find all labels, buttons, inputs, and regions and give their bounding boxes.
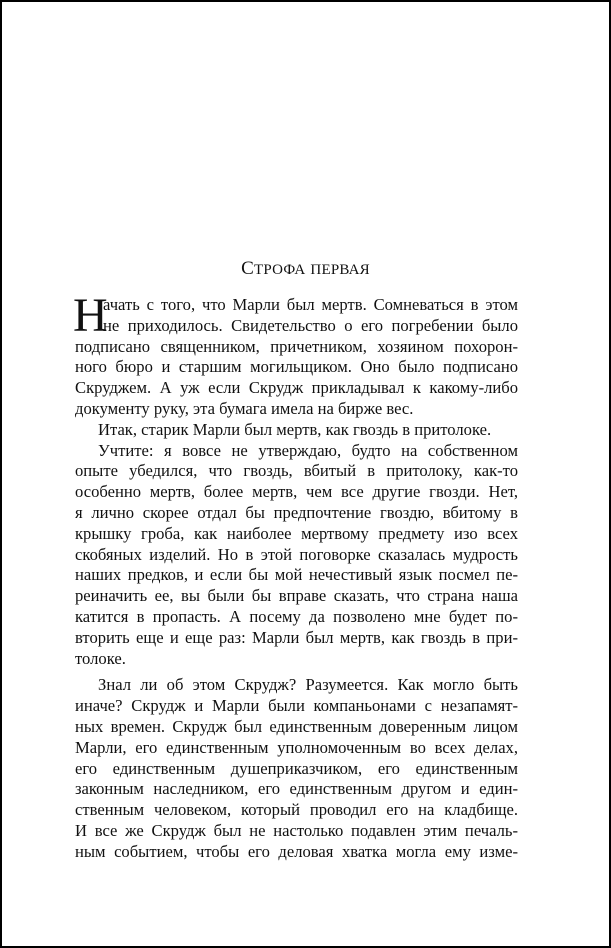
text-line: особенно мертв, более мертв, чем все другие гвозди. Нет, <box>75 482 518 502</box>
chapter-heading <box>2 258 609 281</box>
text-line: вторить еще и еще раз: Марли был мертв, как гвоздь в при- <box>75 627 518 647</box>
text-line: реиначить ее, вы были бы вправе сказать, что страна наша <box>75 586 518 606</box>
text-line: ных времен. Скрудж был единственным доверенным лицом <box>75 716 518 736</box>
text-line: наших предков, и если бы мой нечестивый язык посмел пе- <box>75 565 518 585</box>
text-line: И все же Скрудж был не настолько подавлен этим печаль- <box>75 820 518 840</box>
heading-rest-word1: ТРОФА <box>254 262 306 278</box>
paragraph-3 <box>75 441 518 670</box>
paragraph-2 <box>75 420 518 441</box>
text-line: Скруджем. А уж если Скрудж прикладывал к какому-либо <box>75 378 518 398</box>
text-line: иначе? Скрудж и Марли были компаньонами с незапамят- <box>75 696 518 716</box>
text-line: документу руку, эта бумага имела на бирже вес. <box>75 398 414 418</box>
text-line: Н ачать с того, что Марли был мертв. Сомневаться в этом <box>73 289 518 342</box>
text-line: ственным человеком, который проводил его на кладбище. <box>75 800 518 820</box>
text-line: Учтите: я вовсе не утверждаю, будто на собственном <box>98 440 518 460</box>
text-line: подписано священником, причетником, хозяином похорон- <box>75 336 518 356</box>
text-line: катится в пропасть. А посему да позволено мне будет по- <box>75 606 518 626</box>
paragraph-1 <box>73 289 518 420</box>
text-line: ным событием, чтобы его деловая хватка могла ему изме- <box>75 841 518 861</box>
text-line: крышку гроба, как наиболее мертвому предмету изо всех <box>75 523 518 543</box>
text-line: толоке. <box>75 648 126 668</box>
body-text <box>73 289 518 863</box>
text-line: ного бюро и старшим могильщиком. Оно было подписано <box>75 357 518 377</box>
paragraph-4 <box>75 675 518 862</box>
text-line: Знал ли об этом Скрудж? Разумеется. Как могло быть <box>98 675 518 695</box>
drop-cap: Н <box>73 289 108 342</box>
heading-word2: ПЕРВАЯ <box>310 262 370 278</box>
text-line: законным наследником, его единственным другом и един- <box>75 779 518 799</box>
text-line: я лично скорее отдал бы предпочтение гвоздю, вбитому в <box>75 502 518 522</box>
text-line: Итак, старик Марли был мертв, как гвоздь в притолоке. <box>98 419 492 439</box>
text-line: не приходилось. Свидетельство о его погребении было <box>103 315 518 335</box>
text-line: Марли, его единственным уполномоченным во всех делах, <box>75 737 518 757</box>
text-line: его единственным душеприказчиком, его единственным <box>75 758 518 778</box>
heading-initial: С <box>241 258 255 279</box>
text-line: опыте убедился, что гвоздь, вбитый в притолоку, как-то <box>75 461 518 481</box>
text-line: скобяных изделий. Но в этой поговорке сказалась мудрость <box>75 544 518 564</box>
